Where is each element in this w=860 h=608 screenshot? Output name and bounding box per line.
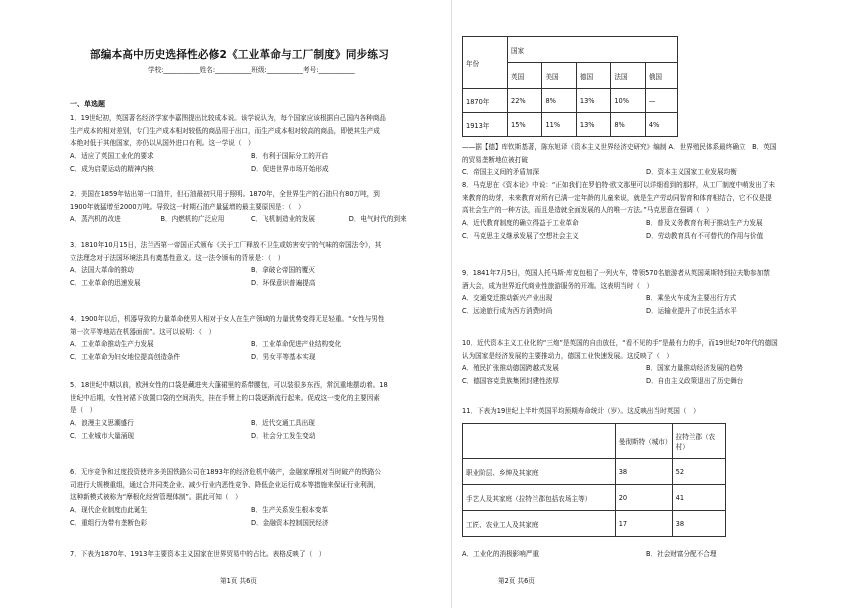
option-a: A．交通变迁推动新兴产业出现 xyxy=(462,294,553,303)
row-label: 工匠、农业工人及其家庭 xyxy=(463,511,616,537)
value-cell: 11% xyxy=(542,113,576,137)
student-info-line: 学校:___________姓名:___________班级:___________考号:___________ xyxy=(148,66,355,74)
option-c: C．工业革命的迅速发展 xyxy=(70,279,141,288)
row-label: 手艺人及其家庭（拉特兰郡包括农场主等） xyxy=(463,485,616,511)
table-row xyxy=(463,459,726,485)
option-a: A．法国大革命的推动 xyxy=(70,266,134,275)
page-divider xyxy=(451,0,452,608)
option-d: D．运输业提升了市民生活水平 xyxy=(646,307,737,316)
option-d: D．促进世界市场开始形成 xyxy=(251,164,329,173)
question-text: 的贸易垄断地位被打破 xyxy=(462,155,528,164)
question-text: 酒大会，成为世界近代商业性旅游服务的开端。这表明当时（ ） xyxy=(462,281,654,290)
question-text: 这种新模式被称为“摩根化经营管理体制”。据此可知（ ） xyxy=(70,493,242,502)
value-cell: 10% xyxy=(611,89,645,113)
option-d: D．男女平等基本实现 xyxy=(251,353,316,362)
question-text: 立法理念对于法国环境法具有奠基性意义。这一法令颁布的背景是：（ ） xyxy=(70,253,285,262)
option-a: A．殖民扩张推动德国跨越式发展 xyxy=(462,364,559,373)
question-text: 3．1810年10月15日，法兰西第一帝国正式颁布《关于工厂释放不卫生或妨害安宁的气味的帝国法令》，其 xyxy=(70,241,382,249)
question-text: 本绝对低于其他国家，亦仍以从国外进口有利。这一学说（ ） xyxy=(70,139,255,148)
option-a: A．蒸汽机的改进 xyxy=(70,215,121,224)
table-row xyxy=(463,511,726,537)
value-cell: 20 xyxy=(615,485,672,511)
option-d: D．自由主义政策退出了历史舞台 xyxy=(646,377,744,386)
option-b: B．生产关系发生根本变革 xyxy=(251,506,329,515)
question-text: 2．美国在1859年钻出第一口油井，但石油最初只用于照明。1870年，全世界生产的石油只有80万吨，到 xyxy=(70,190,380,198)
year-header: 年份 xyxy=(463,37,508,89)
option-c: C．飞机制造业的发展 xyxy=(251,215,315,224)
question-1 xyxy=(70,112,432,176)
option-c: C．成为启蒙运动的精神内核 xyxy=(70,164,154,173)
value-cell: 38 xyxy=(615,459,672,485)
life-expectancy-table xyxy=(462,423,726,537)
header-cell: 拉特兰郡（农村） xyxy=(672,424,725,459)
table-row xyxy=(463,113,678,137)
option-b: B．乘坐火车成为主要出行方式 xyxy=(646,294,737,303)
country-cell: 德国 xyxy=(576,63,610,89)
option-d: D．金融资本控制国民经济 xyxy=(251,518,329,527)
question-text: 是（ ） xyxy=(70,406,97,415)
country-cell: 俄国 xyxy=(645,63,677,89)
option-d: D．资本主义国家工业发展均衡 xyxy=(646,168,737,177)
value-cell: 52 xyxy=(672,459,725,485)
question-text: 5．18世纪中期以前，欧洲女性的口袋是藏进夹大蓬裙里的系带腰包，可以装很多东西，常沉重地摆动着。18 xyxy=(70,381,388,389)
option-b: B．普及义务教育有利于推动生产力发展 xyxy=(646,219,763,228)
question-text: 10．近代资本主义工业化的“三炮”是英国的自由放任，“看不见的手”是最有力的手，而19世纪70年代的德国 xyxy=(462,339,778,347)
question-text: 认为国家是经济发展的主要推动力，德国工业快速发展。这反映了（ ） xyxy=(462,351,673,360)
page-left xyxy=(70,0,432,608)
option-a: A．近代教育制度的确立得益于工业革命 xyxy=(462,219,579,228)
value-cell: 38 xyxy=(672,511,725,537)
option-c: C．帝国主义间的矛盾加深 xyxy=(462,168,540,177)
value-cell: 41 xyxy=(672,485,725,511)
question-6 xyxy=(70,466,432,530)
country-cell: 法国 xyxy=(611,63,645,89)
option-b: B．近代交通工具出现 xyxy=(251,419,315,428)
option-a: A．工业革命推动生产力发展 xyxy=(70,340,154,349)
page-number: 第1页 共6页 xyxy=(220,577,257,585)
value-cell: 22% xyxy=(508,89,542,113)
question-7-continued xyxy=(462,141,830,179)
page-right xyxy=(462,0,830,608)
option-d: D．社会分工发生变动 xyxy=(251,431,316,440)
header-cell: 曼彻斯特（城市） xyxy=(615,424,672,459)
option-b: B．工业革命促进产业结构变化 xyxy=(251,340,342,349)
question-5 xyxy=(70,379,432,443)
option-c: C．工业革命为妇女地位提高创造条件 xyxy=(70,353,181,362)
question-text: 11．下表为19世纪上半叶英国平均预期寿命统计（岁）。这反映出当时英国（ ） xyxy=(462,407,700,415)
question-text: 高社会生产的一种方法，而且是造就全面发展的人的唯一方法。”马克思意在强调（ ） xyxy=(462,206,713,215)
question-text: 第一次平等地站在机器面前”。这可以说明：（ ） xyxy=(70,327,216,336)
option-b: B．社会财富分配不合理 xyxy=(646,550,717,558)
question-text: 来教育的幼芽，未来教育对所有已满一定年龄的儿童来说，就是生产劳动同智育和体育相结合，它不仅是提 xyxy=(462,193,772,202)
value-cell: 8% xyxy=(542,89,576,113)
question-text: 1．19世纪初，英国著名经济学家李嘉图提出比较成本说。该学说认为，每个国家应该根据自己国内各种商品 xyxy=(70,114,386,122)
value-cell: 15% xyxy=(508,113,542,137)
table-row xyxy=(463,89,678,113)
option-c: C．重组行为带有垄断色彩 xyxy=(70,518,148,527)
country-header: 国家 xyxy=(508,37,678,63)
question-10 xyxy=(462,337,830,388)
value-cell: 13% xyxy=(576,89,610,113)
value-cell: — xyxy=(645,89,677,113)
year-cell: 1913年 xyxy=(463,113,508,137)
option-d: D．环保意识普遍提高 xyxy=(251,279,316,288)
question-9 xyxy=(462,267,830,318)
question-text: 9．1841年7月5日，英国人托马斯·库克包租了一列火车，带领570名旅游者从英国莱斯特到拉夫勒参加禁 xyxy=(462,269,770,277)
question-text: 生产成本的相对差别，专门生产成本相对较低的商品用于出口，而生产成本相对较高的商品，即使其生产成 xyxy=(70,126,380,135)
option-c: C．马克思主义继承发展了空想社会主义 xyxy=(462,231,579,240)
option-b: B．有利于国际分工的开启 xyxy=(251,152,329,161)
question-text: 6．无序竞争和过度投资使许多美国铁路公司在1893年的经济危机中破产，金融家摩根对当时破产的铁路公 xyxy=(70,468,382,476)
option-a: A．工业化的消极影响严重 xyxy=(462,550,540,558)
question-2 xyxy=(70,188,432,226)
page-number: 第2页 共6页 xyxy=(498,577,535,585)
question-11 xyxy=(462,405,830,418)
question-11-options xyxy=(462,548,830,561)
country-cell: 英国 xyxy=(508,63,542,89)
question-text: 司进行大规模重组，通过合并同类企业、减少行业内恶性竞争、降低企业运行成本等措施来保证行业利润， xyxy=(70,480,380,489)
option-d: D．电气时代的到来 xyxy=(348,215,407,224)
option-a: A．现代企业制度由此诞生 xyxy=(70,506,148,515)
year-cell: 1870年 xyxy=(463,89,508,113)
question-text: 1900年就猛增至2000万吨。导致这一时期石油产量猛增的最主要原因是：（ ） xyxy=(70,202,305,211)
value-cell: 13% xyxy=(576,113,610,137)
option-b: B．国家力量推动经济发展的趋势 xyxy=(646,364,743,373)
value-cell: 8% xyxy=(611,113,645,137)
question-text: 7．下表为1870年、1913年主要资本主义国家在世界贸易中的占比。表格反映了（ ） xyxy=(70,550,326,558)
question-text: 世纪中后期，女性衬裙下放置口袋的空间消失，挂在手臂上的口袋逐渐流行起来。促成这一变化的主要因素 xyxy=(70,393,380,402)
question-4 xyxy=(70,313,432,364)
header-cell xyxy=(463,424,616,459)
value-cell: 17 xyxy=(615,511,672,537)
question-text: 8．马克思在《资本论》中说：“正如我们在罗伯特·欧文那里可以详细看到的那样，从工厂制度中萌发出了未 xyxy=(462,181,776,189)
question-7 xyxy=(70,548,432,561)
option-b: B．内燃机的广泛应用 xyxy=(160,215,225,224)
question-text: 4．1900年以后，机器导致的力量革命使男人相对于女人在生产领域的力量优势变得无足轻重。“女性与男性 xyxy=(70,315,385,323)
section-heading: 一、单选题 xyxy=(70,100,105,108)
table-row xyxy=(463,485,726,511)
option-c: C．德国容克贵族集团封建性浓厚 xyxy=(462,377,559,386)
row-label: 职业阶层、乡绅及其家庭 xyxy=(463,459,616,485)
option-c: C．远途旅行成为西方消费时尚 xyxy=(462,307,553,316)
option-c: C．工业城市大量涌现 xyxy=(70,431,134,440)
option-a: A．适应了英国工业化的要求 xyxy=(70,152,154,161)
question-text: ——据【德】库钦斯基著，陈东旭译《资本主义世界经济史研究》编制 A．世界殖民体系最终确立 B．英国 xyxy=(462,143,777,151)
option-b: B．拿破仑帝国的覆灭 xyxy=(251,266,315,275)
question-3 xyxy=(70,239,432,290)
value-cell: 4% xyxy=(645,113,677,137)
option-d: D．劳动教育具有不可替代的作用与价值 xyxy=(646,231,764,240)
trade-share-table xyxy=(462,36,678,137)
option-a: A．浪漫主义思潮盛行 xyxy=(70,419,134,428)
country-cell: 美国 xyxy=(542,63,576,89)
document-title: 部编本高中历史选择性必修2《工业革命与工厂制度》同步练习 xyxy=(90,49,389,61)
question-8 xyxy=(462,179,830,243)
